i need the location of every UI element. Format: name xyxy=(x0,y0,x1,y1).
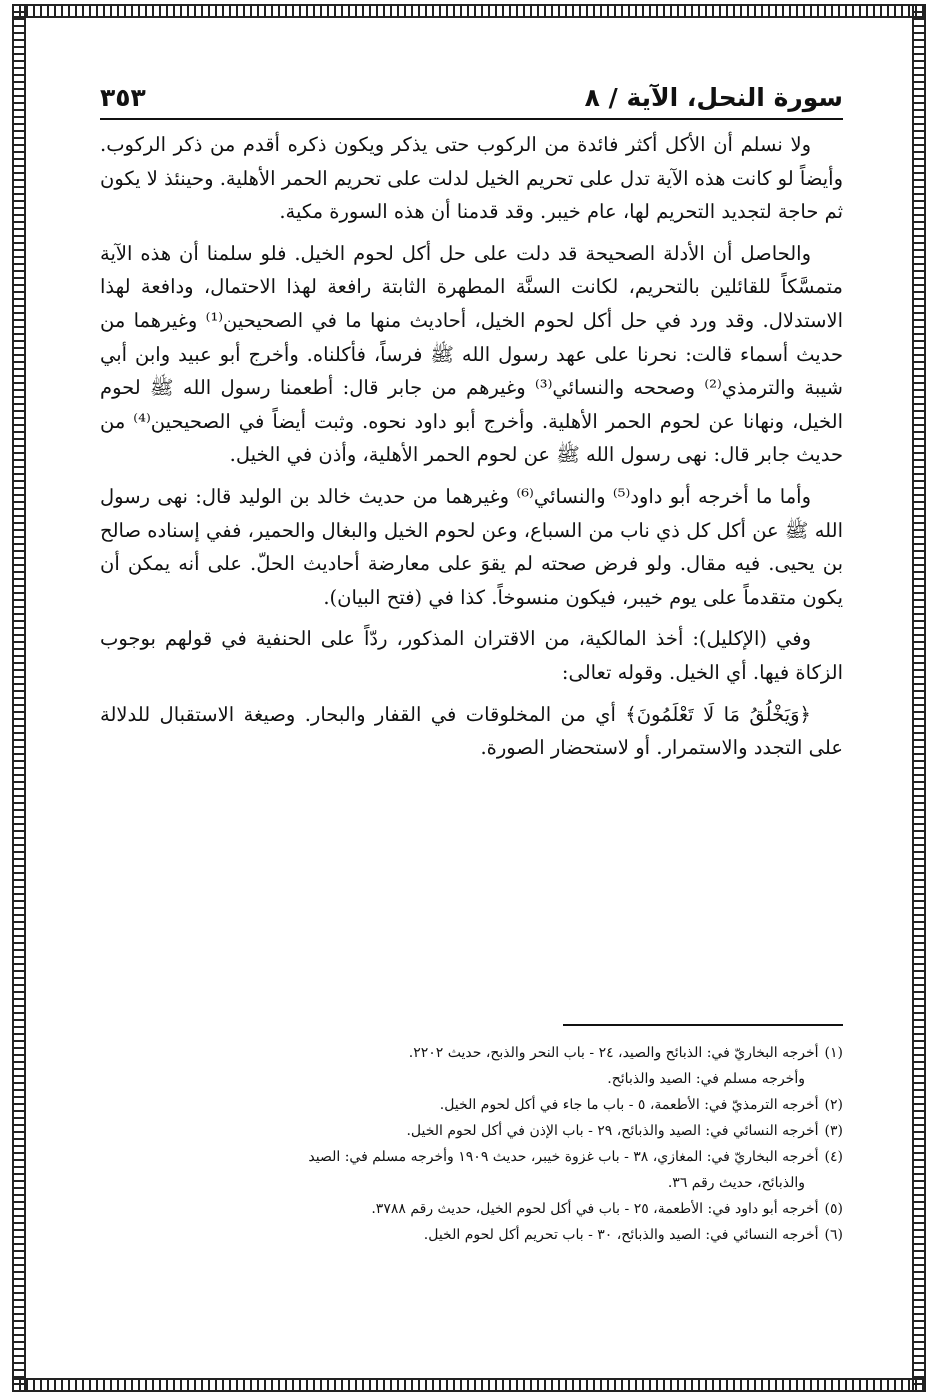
ornamental-border-bottom xyxy=(12,1378,926,1392)
footnote-continuation: والذبائح، حديث رقم ٣٦. xyxy=(667,1175,805,1191)
ornamental-border-right xyxy=(912,4,926,1392)
paragraph: وفي (الإكليل): أخذ المالكية، من الاقتران المذكور، ردّاً على الحنفية في قولهم بوجوب الزكاة فيها. أي الخيل. وقوله تعالى: xyxy=(100,627,843,684)
footnote-number: (٥) xyxy=(824,1201,843,1217)
footnote-number: (١) xyxy=(824,1045,843,1061)
page-number: ٣٥٣ xyxy=(100,83,146,112)
ornamental-border-top xyxy=(12,4,926,18)
footnote-number: (٦) xyxy=(824,1227,843,1243)
footnote-continuation: وأخرجه مسلم في: الصيد والذبائح. xyxy=(607,1071,805,1087)
running-title: سورة النحل، الآية / ٨ xyxy=(584,83,843,112)
footnote-text: أخرجه أبو داود في: الأطعمة، ٢٥ - باب في أكل لحوم الخيل، حديث رقم ٣٧٨٨. xyxy=(371,1201,819,1217)
footnote xyxy=(100,1118,843,1144)
footnote-number: (٣) xyxy=(824,1123,843,1139)
paragraph: والحاصل أن الأدلة الصحيحة قد دلت على حل أكل لحوم الخيل. فلو سلمنا أن هذه الآية متمسَّكاً للقائلين بالتحريم، لكانت السنَّة المطهرة الثابتة رافعة لهذا الاحتمال، ودافعة لهذا الاستدلال. وقد ورد في حل أكل لحوم الخيل، أحاديث منها ما في الصحيحين⁽¹⁾ وغيرهما من حديث أسماء قالت: نحرنا على عهد رسول الله ﷺ فرساً، فأكلناه. وأخرج أبو عبيد وابن أبي شيبة والترمذي⁽²⁾ وصححه والنسائي⁽³⁾ وغيرهم من جابر قال: أطعمنا رسول الله ﷺ لحوم الخيل، ونهانا عن لحوم الحمر الأهلية. وأخرج أبو داود نحوه. وثبت أيضاً في الصحيحين⁽⁴⁾ من حديث جابر قال: نهى رسول الله ﷺ عن لحوم الحمر الأهلية، وأذن في الخيل. xyxy=(100,241,844,467)
paragraph: وأما ما أخرجه أبو داود⁽⁵⁾ والنسائي⁽⁶⁾ وغيرهما من حديث خالد بن الوليد قال: نهى رسول الله ﷺ عن أكل كل ذي ناب من السباع، وعن لحوم الخيل والبغال والحمير، ففي إسناده صالح بن يحيى. فيه مقال. ولو فرض صحته لم يقوَ على معارضة أحاديث الحلّ. على أنه يمكن أن يكون متقدماً على يوم خيبر، فيكون منسوخاً. كذا في (فتح البيان). xyxy=(100,484,843,609)
footnote-text: أخرجه البخاريّ في: المغازي، ٣٨ - باب غزوة خيبر، حديث ١٩٠٩ وأخرجه مسلم في: الصيد xyxy=(308,1149,819,1165)
footnote-text: أخرجه البخاريّ في: الذبائح والصيد، ٢٤ - باب النحر والذبح، حديث ٢٢٠٢. xyxy=(408,1045,819,1061)
footnote xyxy=(100,1092,843,1118)
paragraph: ولا نسلم أن الأكل أكثر فائدة من الركوب حتى يذكر ويكون ذكره أقدم من ذكر الركوب. وأيضاً لو كانت هذه الآية تدل على تحريم الخيل لدلت على تحريم الحمر الأهلية. وحينئذ لا يكون ثم حاجة لتجديد التحريم لها، عام خيبر. وقد قدمنا أن هذه السورة مكية. xyxy=(100,133,843,224)
footnote xyxy=(100,1144,843,1196)
footnote-number: (٢) xyxy=(824,1097,843,1113)
footnotes xyxy=(100,1040,843,1248)
footnote-text: أخرجه النسائي في: الصيد والذبائح، ٣٠ - باب تحريم أكل لحوم الخيل. xyxy=(423,1227,819,1243)
footnote-text: أخرجه النسائي في: الصيد والذبائح، ٢٩ - باب الإذن في أكل لحوم الخيل. xyxy=(406,1123,819,1139)
ornamental-border-left xyxy=(12,4,26,1392)
footnote-separator xyxy=(563,1024,843,1026)
main-text xyxy=(100,128,843,773)
footnote xyxy=(100,1040,843,1092)
footnote-text: أخرجه الترمذيّ في: الأطعمة، ٥ - باب ما جاء في أكل لحوم الخيل. xyxy=(439,1097,819,1113)
footnote-number: (٤) xyxy=(824,1149,843,1165)
footnote xyxy=(100,1222,843,1248)
paragraph: ﴿وَيَخْلُقُ مَا لَا تَعْلَمُونَ﴾ أي من المخلوقات في القفار والبحار. وصيغة الاستقبال للدلالة على التجدد والاستمرار. أو لاستحضار الصورة. xyxy=(100,702,843,760)
page-header xyxy=(100,60,843,120)
footnote xyxy=(100,1196,843,1222)
